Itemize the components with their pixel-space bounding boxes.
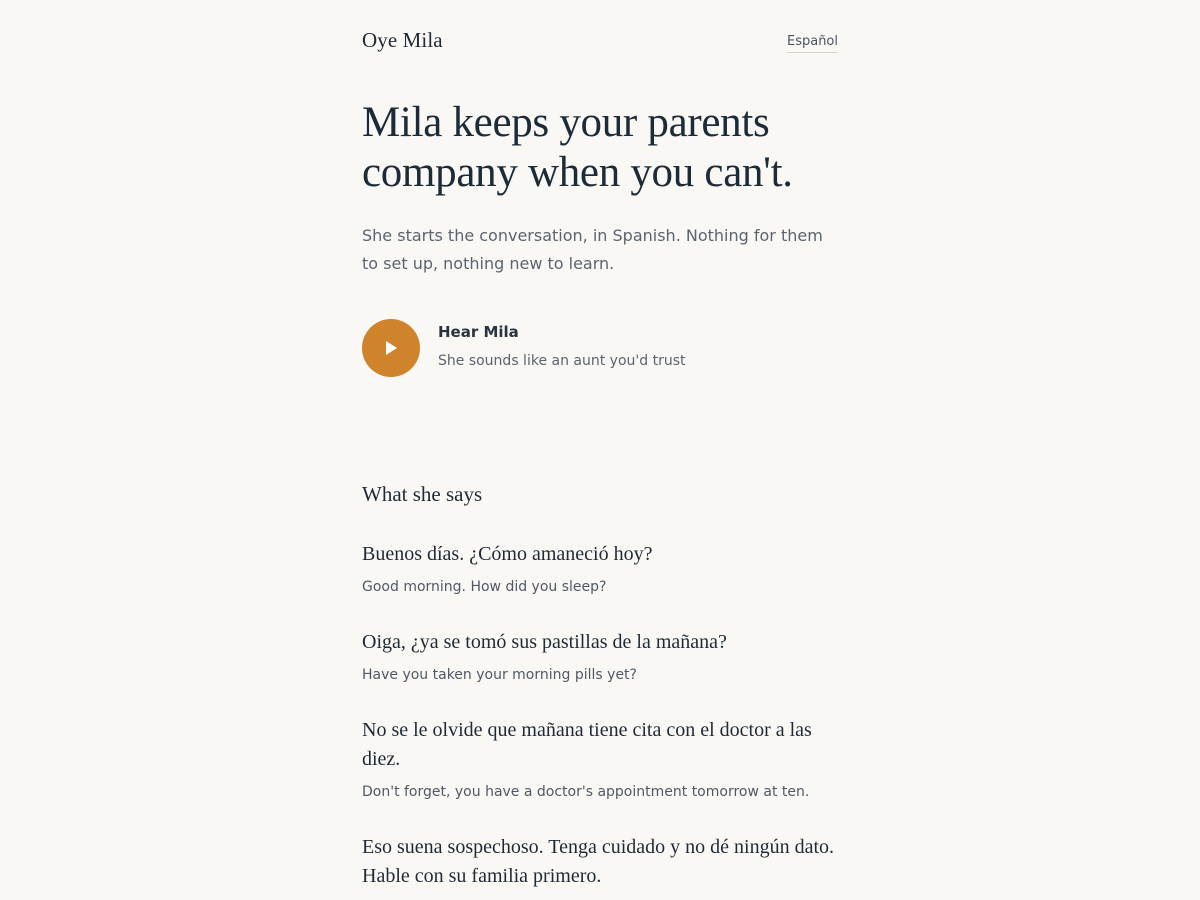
play-button[interactable] <box>362 319 420 377</box>
site-header <box>362 26 838 58</box>
phrase-english: Don't forget, you have a doctor's appointment tomorrow at ten. <box>362 784 810 800</box>
phrase-item <box>362 540 838 597</box>
phrase-spanish: Buenos días. ¿Cómo amaneció hoy? <box>362 543 653 565</box>
brand-logo[interactable]: Oye Mila <box>362 28 443 52</box>
audio-title: Hear Mila <box>438 323 519 341</box>
play-icon <box>386 341 397 355</box>
phrase-item <box>362 716 838 802</box>
audio-sample <box>362 319 838 377</box>
phrase-item <box>362 628 838 685</box>
hero-subhead: She starts the conversation, in Spanish. Nothing for them to set up, nothing new to learn. <box>362 226 823 273</box>
hero-headline: Mila keeps your parents company when you can't. <box>362 99 793 196</box>
phrase-english: Have you taken your morning pills yet? <box>362 667 637 683</box>
phrase-spanish: Oiga, ¿ya se tomó sus pastillas de la mañana? <box>362 631 727 653</box>
section-title: What she says <box>362 482 483 506</box>
audio-subtitle: She sounds like an aunt you'd trust <box>438 353 686 369</box>
phrase-item <box>362 833 838 891</box>
language-switch-link[interactable]: Español <box>787 34 838 53</box>
phrase-spanish: No se le olvide que mañana tiene cita con el doctor a las diez. <box>362 719 812 770</box>
phrase-english: Good morning. How did you sleep? <box>362 579 607 595</box>
phrase-spanish: Eso suena sospechoso. Tenga cuidado y no dé ningún dato. Hable con su familia primero. <box>362 836 835 887</box>
